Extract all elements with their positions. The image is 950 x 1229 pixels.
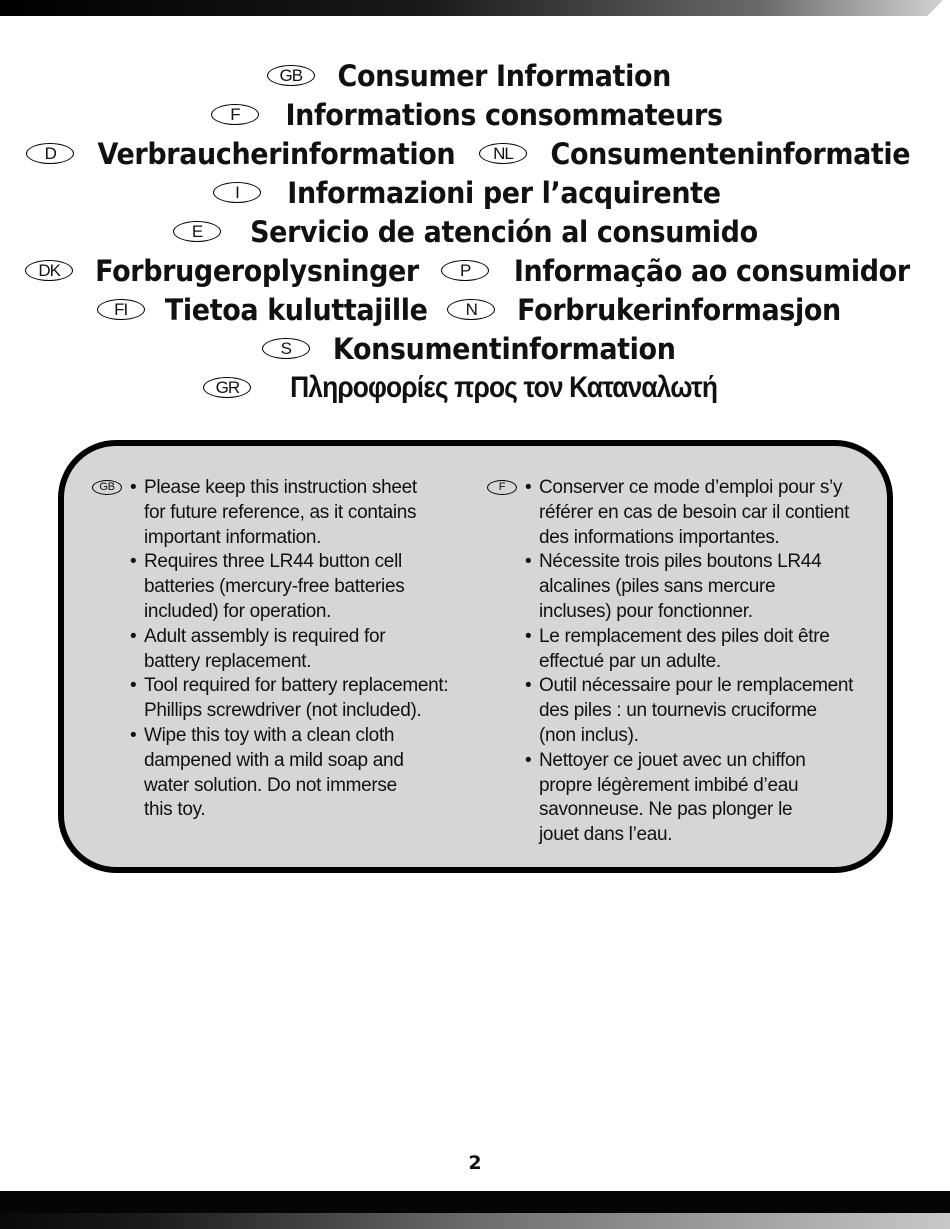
bullet-item — [525, 625, 883, 675]
title-text: Πληροφορίες προς τον Καταναλωτή — [290, 370, 718, 404]
title-line — [0, 329, 950, 368]
title-segment — [173, 215, 777, 249]
title-line — [0, 368, 950, 407]
bullet-line: • Outil nécessaire pour le remplacement — [539, 675, 854, 697]
bullet-line: battery replacement. — [144, 650, 312, 672]
bullet-line: included) for operation. — [144, 600, 332, 622]
title-segment — [211, 98, 739, 132]
title-text: Informação ao consumidor — [514, 253, 910, 288]
title-segment — [26, 137, 469, 171]
title-line — [0, 290, 950, 329]
bullet-line: • Conserver ce mode d’emploi pour s’y — [539, 477, 843, 498]
title-line — [0, 173, 950, 212]
title-segment — [213, 176, 737, 210]
title-segment — [267, 59, 683, 93]
bullet-line: dampened with a mild soap and — [144, 749, 404, 771]
title-line — [0, 212, 950, 251]
language-badge-f: F — [487, 480, 517, 495]
language-badge: NL — [479, 143, 527, 164]
bullet-line: référer en cas de besoin car il contient — [539, 501, 850, 523]
bottom-decorative-bar — [0, 1191, 950, 1229]
title-text: Servicio de atención al consumido — [250, 214, 758, 249]
bullet-line: effectué par un adulte. — [539, 650, 721, 672]
title-text: Forbrugeroplysninger — [95, 253, 420, 288]
bullet-line: for future reference, as it contains — [144, 501, 417, 523]
bullet-line: • Adult assembly is required for — [144, 625, 386, 647]
bullet-line: propre légèrement imbibé d’eau — [539, 774, 799, 796]
bullet-line: savonneuse. Ne pas plonger le — [539, 799, 793, 821]
bullet-item — [130, 674, 478, 724]
page-number: 2 — [468, 1152, 482, 1174]
language-badge-gb: GB — [92, 480, 122, 495]
title-segment — [441, 254, 925, 288]
title-text: Konsumentinformation — [332, 331, 676, 366]
title-text: Informazioni per l’acquirente — [287, 175, 721, 210]
french-bullet-list — [525, 476, 883, 848]
bullet-item — [525, 749, 883, 848]
bullet-line: important information. — [144, 526, 322, 548]
bullet-line: incluses) pour fonctionner. — [539, 600, 753, 622]
information-panel — [58, 440, 893, 873]
title-line — [0, 95, 950, 134]
bullet-line: des piles : un tournevis cruciforme — [539, 700, 817, 722]
title-line — [0, 134, 950, 173]
top-bar-notch — [920, 0, 950, 16]
title-text: Tietoa kuluttajille — [164, 292, 428, 327]
bullet-line: • Requires three LR44 button cell — [144, 551, 402, 573]
title-text: Informations consommateurs — [285, 97, 723, 132]
bullet-item — [130, 625, 478, 675]
title-text: Consumer Information — [337, 58, 671, 93]
english-bullet-list — [130, 476, 478, 823]
language-badge: N — [447, 299, 495, 320]
bullet-line: water solution. Do not immerse — [144, 774, 397, 796]
bullet-line: this toy. — [144, 799, 206, 821]
language-badge: DK — [25, 260, 73, 281]
bullet-line: alcalines (piles sans mercure — [539, 576, 776, 598]
bullet-line: (non inclus). — [539, 724, 639, 746]
title-segment — [447, 293, 853, 327]
language-badge: FI — [97, 299, 145, 320]
bullet-item — [130, 476, 478, 550]
top-decorative-bar — [0, 0, 950, 16]
bullet-item — [130, 550, 478, 624]
title-segment — [479, 137, 924, 171]
bullet-line: • Le remplacement des piles doit être — [539, 625, 830, 647]
language-badge: S — [262, 338, 310, 359]
bullet-line: • Nettoyer ce jouet avec un chiffon — [539, 749, 806, 771]
english-column — [88, 476, 478, 823]
language-badge: D — [26, 143, 74, 164]
bullet-line: des informations importantes. — [539, 526, 780, 548]
language-badge: I — [213, 182, 261, 203]
bullet-item — [525, 550, 883, 624]
bullet-line: batteries (mercury-free batteries — [144, 576, 405, 598]
title-text: Forbrukerinformasjon — [517, 292, 842, 327]
title-segment — [97, 293, 438, 327]
bullet-line: Phillips screwdriver (not included). — [144, 700, 422, 722]
bullet-item — [525, 674, 883, 748]
language-badge: GR — [203, 377, 251, 398]
title-line — [0, 251, 950, 290]
title-segment — [262, 332, 688, 366]
bullet-line: • Wipe this toy with a clean cloth — [144, 724, 395, 746]
title-segment — [25, 254, 431, 288]
language-badge: GB — [267, 65, 315, 86]
title-line — [0, 56, 950, 95]
title-segment — [203, 371, 746, 405]
title-text: Verbraucherinformation — [97, 136, 456, 171]
title-text: Consumenteninformatie — [550, 136, 911, 171]
language-badge: P — [441, 260, 489, 281]
bullet-line: • Tool required for battery replacement: — [144, 675, 449, 697]
language-badge: E — [173, 221, 221, 242]
bullet-line: jouet dans l’eau. — [539, 824, 673, 846]
bullet-item — [525, 476, 883, 550]
french-column — [483, 476, 883, 848]
bullet-item — [130, 724, 478, 823]
consumer-information-titles — [0, 56, 950, 407]
bullet-line: • Nécessite trois piles boutons LR44 — [539, 551, 822, 573]
bullet-line: • Please keep this instruction sheet — [144, 477, 417, 498]
language-badge: F — [211, 104, 259, 125]
